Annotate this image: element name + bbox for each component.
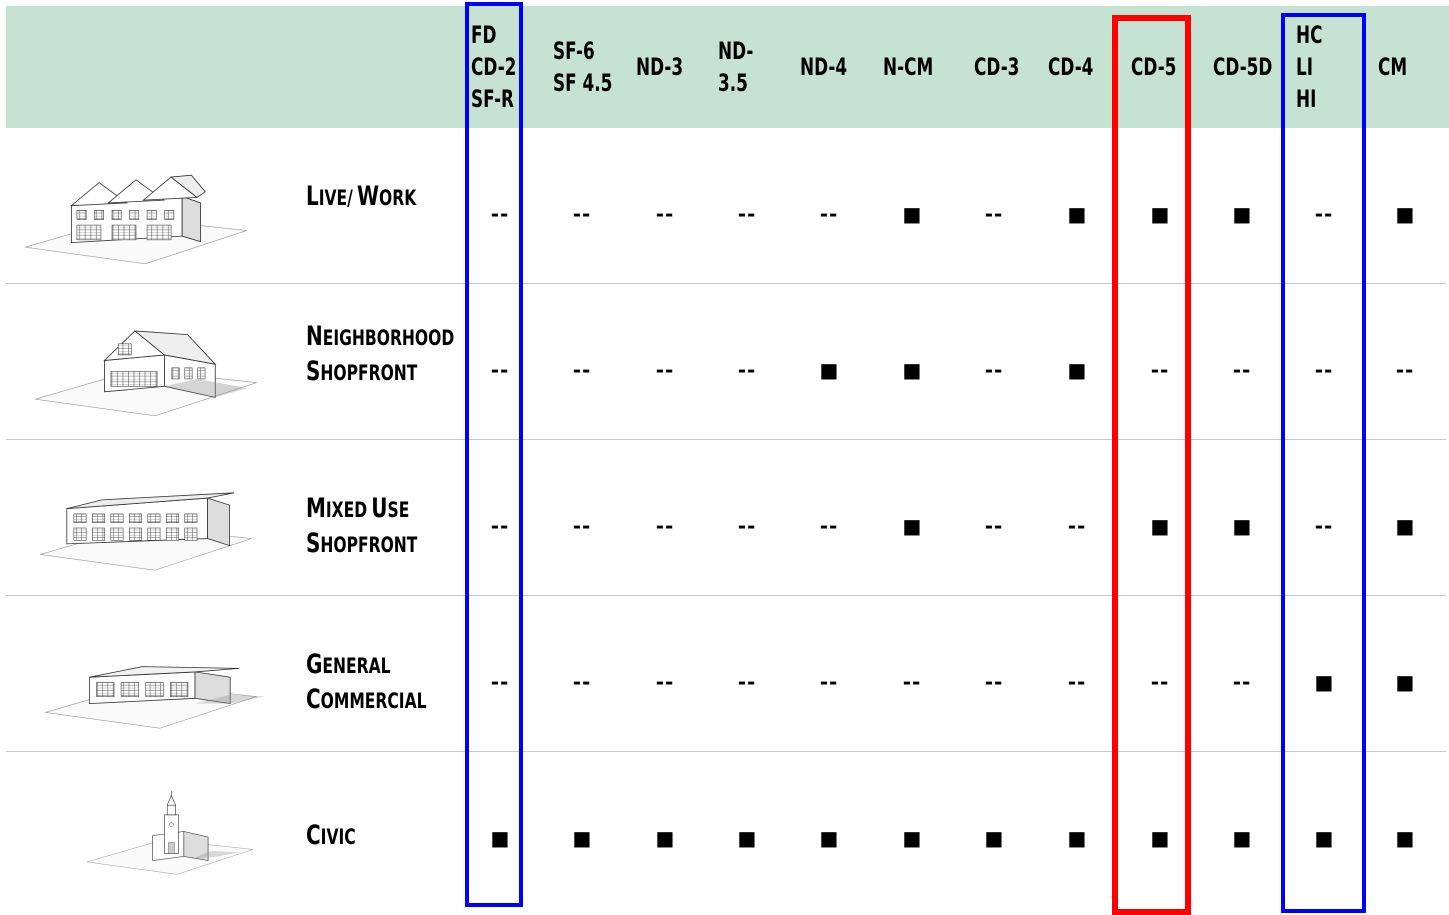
column-header-line: CD-5 <box>1131 53 1177 81</box>
row-label-line: LIVE/ WORK <box>306 181 417 212</box>
not-permitted-dash: -- <box>819 202 839 226</box>
permitted-mark: ■ <box>572 826 592 850</box>
row-divider <box>6 751 1446 752</box>
not-permitted-dash: -- <box>1232 358 1252 382</box>
not-permitted-dash: -- <box>1314 358 1334 382</box>
not-permitted-dash: -- <box>1314 202 1334 226</box>
not-permitted-dash: -- <box>737 202 757 226</box>
not-permitted-dash: -- <box>572 358 592 382</box>
column-header-line: ND-3 <box>636 53 684 81</box>
permitted-mark: ■ <box>1314 670 1334 694</box>
permitted-mark: ■ <box>1150 514 1170 538</box>
not-permitted-dash: -- <box>984 514 1004 538</box>
not-permitted-dash: -- <box>1150 358 1170 382</box>
permitted-mark: ■ <box>1232 826 1252 850</box>
not-permitted-dash: -- <box>490 514 510 538</box>
not-permitted-dash: -- <box>819 670 839 694</box>
column-header-line: CD-5D <box>1213 53 1273 81</box>
not-permitted-dash: -- <box>572 514 592 538</box>
column-header <box>883 6 933 128</box>
column-header <box>718 6 753 128</box>
permitted-mark: ■ <box>1314 826 1334 850</box>
column-header-line: SF 4.5 <box>553 69 613 97</box>
column-header-line: ND-4 <box>800 53 848 81</box>
not-permitted-dash: -- <box>1395 358 1415 382</box>
not-permitted-dash: -- <box>1150 670 1170 694</box>
row-label-line: SHOPFRONT <box>306 356 418 387</box>
neighborhood-shopfront-building-icon <box>26 300 266 420</box>
permitted-mark: ■ <box>1232 202 1252 226</box>
permitted-mark: ■ <box>737 826 757 850</box>
permitted-mark: ■ <box>655 826 675 850</box>
not-permitted-dash: -- <box>1314 514 1334 538</box>
not-permitted-dash: -- <box>819 514 839 538</box>
permitted-mark: ■ <box>1150 202 1170 226</box>
permitted-mark: ■ <box>819 826 839 850</box>
column-header <box>800 6 847 128</box>
column-header-line: N-CM <box>883 53 934 81</box>
row-label-line: GENERAL <box>306 649 391 680</box>
permitted-mark: ■ <box>902 826 922 850</box>
not-permitted-dash: -- <box>737 514 757 538</box>
permitted-mark: ■ <box>984 826 1004 850</box>
fd-cd2-sfr-column-highlight <box>465 2 523 907</box>
row-label-line: NEIGHBORHOOD <box>306 321 455 352</box>
not-permitted-dash: -- <box>655 670 675 694</box>
row-label <box>306 321 454 391</box>
row-label-line: CIVIC <box>306 820 356 851</box>
row-label-line: MIXED USE <box>306 493 410 524</box>
row-divider <box>6 283 1446 284</box>
column-header-line: CD-4 <box>1048 53 1094 81</box>
row-divider <box>6 595 1446 596</box>
general-commercial-building-icon <box>26 620 276 730</box>
permitted-mark: ■ <box>1395 202 1415 226</box>
permitted-mark: ■ <box>1067 826 1087 850</box>
column-header-line: CD-2 <box>471 53 517 81</box>
column-header <box>636 6 683 128</box>
column-header-line: SF-R <box>471 85 515 113</box>
row-label <box>306 649 427 719</box>
row-label <box>306 493 417 563</box>
column-header <box>1378 6 1407 128</box>
permitted-mark: ■ <box>819 358 839 382</box>
column-header-line: FD <box>471 21 497 49</box>
row-label <box>306 820 356 855</box>
column-header <box>1213 6 1272 128</box>
not-permitted-dash: -- <box>1232 670 1252 694</box>
not-permitted-dash: -- <box>655 202 675 226</box>
permitted-mark: ■ <box>1067 202 1087 226</box>
cd5-column-highlight <box>1112 15 1191 915</box>
not-permitted-dash: -- <box>984 670 1004 694</box>
row-label-line: SHOPFRONT <box>306 528 418 559</box>
permitted-mark: ■ <box>1395 670 1415 694</box>
permitted-mark: ■ <box>902 358 922 382</box>
not-permitted-dash: -- <box>490 202 510 226</box>
column-header-line: 3.5 <box>718 69 748 97</box>
column-header-line: HI <box>1296 85 1317 113</box>
not-permitted-dash: -- <box>984 358 1004 382</box>
column-header <box>553 6 612 128</box>
row-label-line: COMMERCIAL <box>306 684 427 715</box>
not-permitted-dash: -- <box>984 202 1004 226</box>
hc-li-hi-column-highlight <box>1281 13 1366 913</box>
permitted-mark: ■ <box>1150 826 1170 850</box>
mixed-use-shopfront-building-icon <box>16 462 276 572</box>
column-header-line: ND- <box>718 37 754 65</box>
not-permitted-dash: -- <box>902 670 922 694</box>
not-permitted-dash: -- <box>655 514 675 538</box>
civic-church-building-icon <box>80 770 260 895</box>
permitted-mark: ■ <box>1067 358 1087 382</box>
not-permitted-dash: -- <box>655 358 675 382</box>
row-divider <box>6 439 1446 440</box>
not-permitted-dash: -- <box>490 358 510 382</box>
not-permitted-dash: -- <box>1067 514 1087 538</box>
live-work-building-icon <box>16 148 256 268</box>
permitted-mark: ■ <box>490 826 510 850</box>
not-permitted-dash: -- <box>572 202 592 226</box>
not-permitted-dash: -- <box>572 670 592 694</box>
permitted-mark: ■ <box>902 202 922 226</box>
column-header-line: LI <box>1296 53 1314 81</box>
column-header-line: HC <box>1296 21 1323 49</box>
not-permitted-dash: -- <box>737 670 757 694</box>
not-permitted-dash: -- <box>490 670 510 694</box>
permitted-mark: ■ <box>902 514 922 538</box>
permitted-mark: ■ <box>1232 514 1252 538</box>
column-header <box>1048 6 1093 128</box>
permitted-mark: ■ <box>1395 826 1415 850</box>
column-header-line: CM <box>1378 53 1408 81</box>
column-header-line: SF-6 <box>553 37 595 65</box>
column-header-line: CD-3 <box>974 53 1020 81</box>
not-permitted-dash: -- <box>737 358 757 382</box>
not-permitted-dash: -- <box>1067 670 1087 694</box>
column-header <box>974 6 1019 128</box>
row-label <box>306 181 416 216</box>
permitted-mark: ■ <box>1395 514 1415 538</box>
